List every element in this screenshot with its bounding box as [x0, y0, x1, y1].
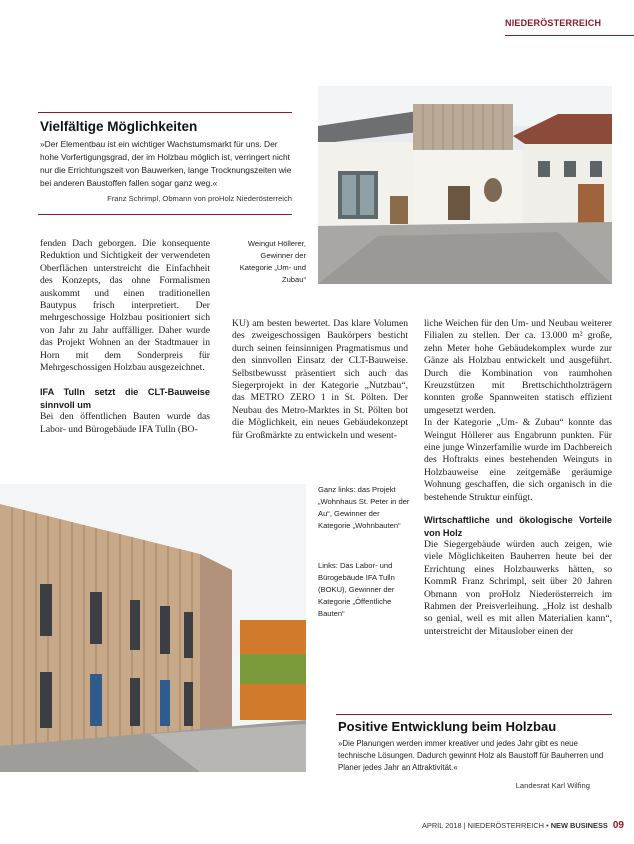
- caption-ifa-tulln: Links: Das Labor- und Bürogebäude IFA Tulln (BOKU), Gewinner der Kategorie „Öffentliche Bauten“: [318, 561, 395, 618]
- section-label: NIEDERÖSTERREICH: [505, 18, 602, 28]
- article-column-2: [232, 318, 408, 442]
- footer-section: NIEDERÖSTERREICH: [467, 821, 544, 830]
- photo-ifa-tulln: [0, 484, 306, 772]
- quote-title: Vielfältige Möglichkeiten: [40, 119, 198, 134]
- magazine-name: NEW BUSINESS: [550, 821, 608, 830]
- subheading: IFA Tulln setzt die CLT-Bauweise sinnvoll um: [40, 387, 210, 410]
- paragraph: fenden Dach geborgen. Die konsequente Reduktion und Sichtigkeit der verwendeten Oberflächen unterstreicht die Einfachheit des Konzepts, das ohne Formalismen auskommt und einen traditionellen Bautypus frisch interpretiert. Der mehrgeschossige Holzbau positioniert sich von Jahr zu Jahr auffälliger. Daher wurde das Projekt Wohnen an der Stadtmauer in Horn mit dem Sonderpreis für Mehrgeschossigen Holzbau ausgezeichnet.: [40, 238, 210, 374]
- separator: |: [463, 821, 466, 830]
- article-column-3: [424, 318, 612, 638]
- quote-rule-bottom: [38, 214, 292, 215]
- caption-wohnhaus: Ganz links: das Projekt „Wohnhaus St. Peter in der Au“, Gewinner der Kategorie „Wohnbauten“: [318, 485, 410, 530]
- issue-date: APRIL 2018: [421, 821, 462, 830]
- article-column-1: [40, 238, 210, 436]
- paragraph: In der Kategorie „Um- & Zubau“ konnte das Weingut Höllerer aus Engabrunn punkten. Für eine junge Winzerfamilie wurde im Dachbereich des Hoftrakts eines bestehenden Weinguts in Holzbauweise eine zeitgemäße geräumige Wohnung geschaffen, die sich organisch in die bestehende Struktur einfügt.: [424, 417, 612, 503]
- quote-text: »Die Planungen werden immer kreativer und jedes Jahr gibt es neue technische Lösungen. Dadurch gewinnt Holz als Baustoff für Bauherren und Planer jedes Jahr an Attraktivität.«: [338, 739, 604, 772]
- caption-weingut: Weingut Höllerer, Gewinner der Kategorie „Um- und Zubau“: [239, 239, 306, 284]
- section-rule: [505, 35, 634, 36]
- paragraph: liche Weichen für den Um- und Neubau weiterer Filialen zu stellen. Der ca. 13.000 m² große, zehn Meter hohe Gebäudekomplex wurde zur Gänze als Holzbau entwickelt und ausgeführt. Durch die Kombination von raumhohen Kreuzstützen mit Brettschichtholzträgern konnten große Spannweiten statisch effizient umgesetzt werden.: [424, 318, 612, 416]
- subheading: Wirtschaftliche und ökologische Vorteile von Holz: [424, 515, 612, 538]
- paragraph: Bei den öffentlichen Bauten wurde das Labor- und Bürogebäude IFA Tulln (BO-: [40, 411, 210, 435]
- paragraph: KU) am besten bewertet. Das klare Volumen des zweigeschossigen Baukörpers besticht durch seinen feinsinnigen Pragmatismus und den sinnvollen Einsatz der CLT-Bauweise. Selbstbewusst präsentiert sich auch das Siegerprojekt in der Kategorie „Nutzbau“, das METRO ZERO 1 in St. Pölten. Der Neubau des Metro-Marktes in St. Pölten bot die Möglichkeit, ein neues Gebäudekonzept für Großmärkte zu entwickeln und wesent-: [232, 318, 408, 441]
- page-number: 09: [612, 820, 624, 831]
- quote-title: Positive Entwicklung beim Holzbau: [338, 719, 557, 734]
- quote-text: »Der Elementbau ist ein wichtiger Wachstumsmarkt für uns. Der hohe Vorfertigungsgrad, der im Holzbau möglich ist, verringert nicht nur die Errichtungszeit von Bauwerken, lange Trocknungszeiten wie bei anderen Baustoffen fallen sogar ganz weg.«: [40, 139, 292, 188]
- photo-weingut-hoellerer: [318, 86, 612, 284]
- quote-author: Landesrat Karl Wilfing: [515, 781, 590, 790]
- quote-author: Franz Schrimpl, Obmann von proHolz Niederösterreich: [107, 194, 292, 203]
- quote-rule-top: [38, 112, 292, 113]
- bullet: •: [546, 821, 549, 830]
- paragraph: Die Siegergebäude würden auch zeigen, wie viele Möglichkeiten Bauherren heute bei der Errichtung eines Holzbauwerks hätten, so KommR Franz Schrimpl, seit über 20 Jahren Obmann von proHolz Niederösterreich im Rahmen der Preisverleihung. „Holz ist deshalb so genial, weil es mit allen Materialien kann“, unterstreicht der Mitauslober einen der: [424, 538, 612, 637]
- quote-rule-top: [336, 714, 612, 715]
- page-footer: [380, 820, 624, 831]
